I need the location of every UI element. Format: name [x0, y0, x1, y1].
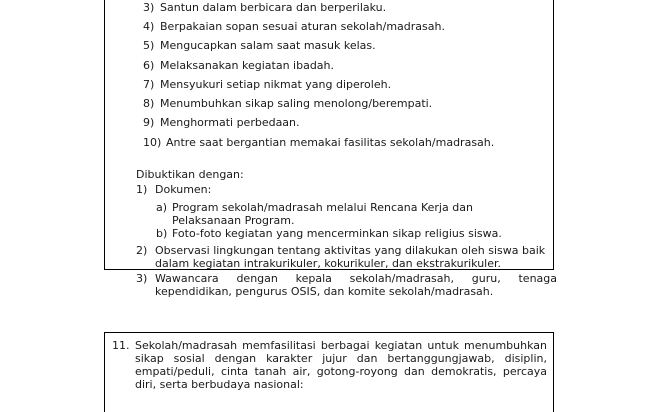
item-text: Melaksanakan kegiatan ibadah. — [160, 59, 335, 72]
evidence-item-number: 1) — [136, 183, 148, 196]
item-text: Berpakaian sopan sesuai aturan sekolah/madrasah. — [160, 20, 445, 33]
section-text: diri, serta berbudaya nasional: — [135, 378, 304, 391]
item-number: 6) — [143, 59, 155, 72]
sub-item-text: Foto-foto kegiatan yang mencerminkan sikap religius siswa. — [172, 227, 502, 240]
item-text: Menumbuhkan sikap saling menolong/berempati. — [160, 97, 433, 110]
section-number: 11. — [112, 339, 130, 352]
evidence-item-number: 2) — [136, 244, 148, 257]
evidence-item-label: Dokumen: — [155, 183, 212, 196]
item-text: Antre saat bergantian memakai fasilitas sekolah/madrasah. — [166, 136, 495, 149]
sub-item-letter: b) — [156, 227, 168, 240]
item-number: 4) — [143, 20, 155, 33]
section-text: sikap sosial dengan karakter jujur dan bertanggungjawab, disiplin, — [135, 352, 547, 365]
section-text: empati/peduli, cinta tanah air, gotong-royong dan demokratis, percaya — [135, 365, 547, 378]
evidence-item-text: Wawancara dengan kepala sekolah/madrasah, guru, tenaga — [155, 272, 557, 285]
item-text: Santun dalam berbicara dan berperilaku. — [160, 1, 387, 14]
item-text: Mensyukuri setiap nikmat yang diperoleh. — [160, 78, 392, 91]
item-text: Menghormati perbedaan. — [160, 116, 300, 129]
item-number: 10) — [143, 136, 162, 149]
evidence-item-text: kependidikan, pengurus OSIS, dan komite sekolah/madrasah. — [155, 285, 494, 298]
evidence-item-number: 3) — [136, 272, 148, 285]
item-text: Mengucapkan salam saat masuk kelas. — [160, 39, 376, 52]
evidence-item-text: Observasi lingkungan tentang aktivitas yang dilakukan oleh siswa baik — [155, 244, 546, 257]
sub-item-text: Pelaksanaan Program. — [172, 214, 295, 227]
item-number: 7) — [143, 78, 155, 91]
item-number: 8) — [143, 97, 155, 110]
sub-item-letter: a) — [156, 201, 168, 214]
evidence-heading: Dibuktikan dengan: — [136, 168, 244, 181]
item-number: 5) — [143, 39, 155, 52]
section-text: Sekolah/madrasah memfasilitasi berbagai kegiatan untuk menumbuhkan — [135, 339, 547, 352]
sub-item-text: Program sekolah/madrasah melalui Rencana Kerja dan — [172, 201, 473, 214]
item-number: 9) — [143, 116, 155, 129]
evidence-item-text: dalam kegiatan intrakurikuler, kokurikuler, dan ekstrakurikuler. — [155, 257, 501, 270]
item-number: 3) — [143, 1, 155, 14]
